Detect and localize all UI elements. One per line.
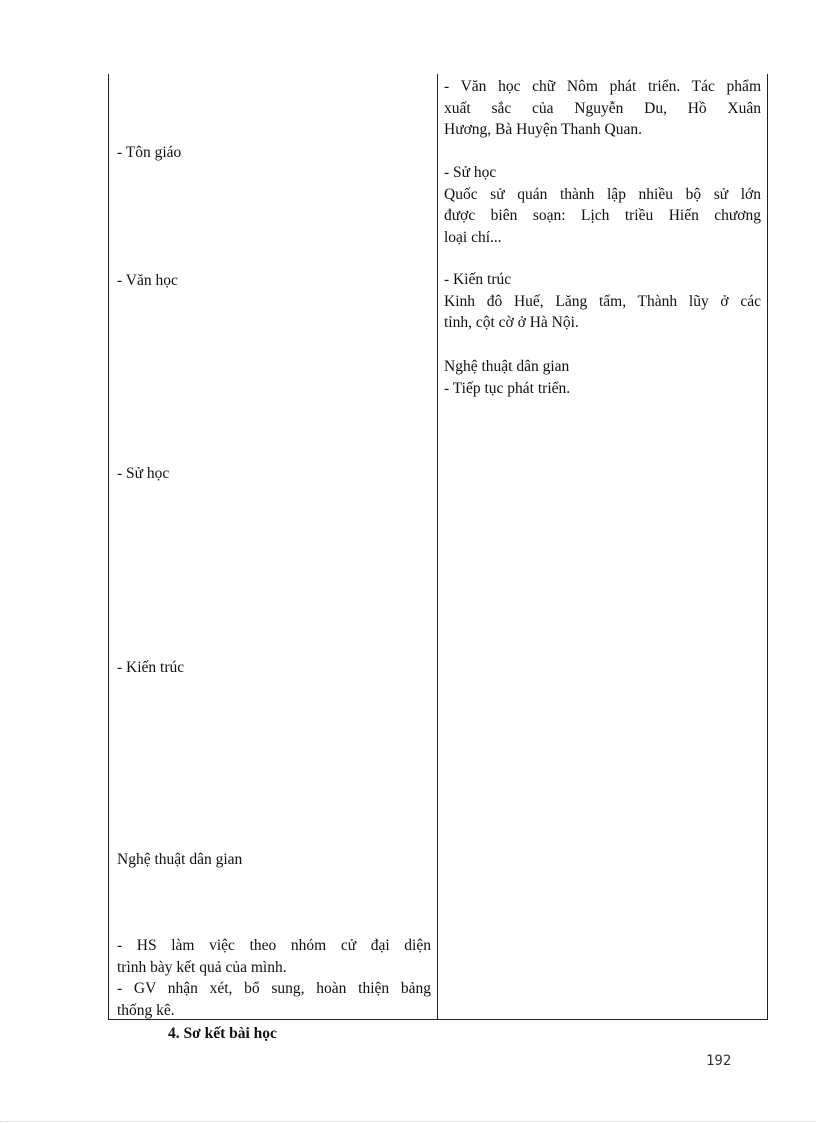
text-line: loại chí... (444, 228, 502, 246)
text-line: tỉnh, cột cờ ở Hà Nội. (444, 314, 579, 331)
left-topic-architecture: - Kiến trúc (117, 659, 185, 676)
right-history-block (444, 162, 761, 248)
text-line: - HS làm việc theo nhóm cử đại diện (117, 937, 431, 954)
text-line: được biên soạn: Lịch triều Hiến chương (444, 207, 761, 224)
left-topic-folk-art: Nghệ thuật dân gian (117, 851, 243, 868)
text-line: xuất sắc của Nguyễn Du, Hồ Xuân (444, 99, 761, 117)
text-line: - Tiếp tục phát triển. (444, 379, 571, 397)
text-line: thống kê. (117, 1001, 175, 1019)
text-line: - Văn học chữ Nôm phát triển. Tác phẩm (444, 78, 761, 95)
text-line: trình bày kết quả của mình. (117, 958, 287, 976)
text-line: Hương, Bà Huyện Thanh Quan. (444, 121, 642, 138)
right-folk-art-block (444, 356, 761, 399)
architecture-title: - Kiến trúc (444, 271, 512, 288)
left-topic-religion: - Tôn giáo (117, 144, 182, 161)
left-topic-history: - Sử học (117, 465, 170, 482)
left-topic-literature: - Văn học (117, 272, 178, 289)
text-line: - GV nhận xét, bổ sung, hoàn thiện bảng (117, 980, 431, 997)
page-number: 192 (706, 1053, 732, 1069)
left-student-activity (117, 935, 431, 1021)
column-divider (437, 74, 438, 1019)
text-line: Kinh đô Huế, Lăng tẩm, Thành lũy ở các (444, 292, 761, 310)
lesson-table (108, 74, 768, 1020)
right-literature-block (444, 76, 761, 141)
history-title: - Sử học (444, 164, 497, 181)
folk-art-title: Nghệ thuật dân gian (444, 358, 570, 375)
footer-divider (0, 1121, 816, 1122)
section-heading: 4. Sơ kết bài học (168, 1025, 277, 1042)
right-architecture-block (444, 269, 761, 334)
text-line: Quốc sử quán thành lập nhiều bộ sử lớn (444, 185, 761, 203)
